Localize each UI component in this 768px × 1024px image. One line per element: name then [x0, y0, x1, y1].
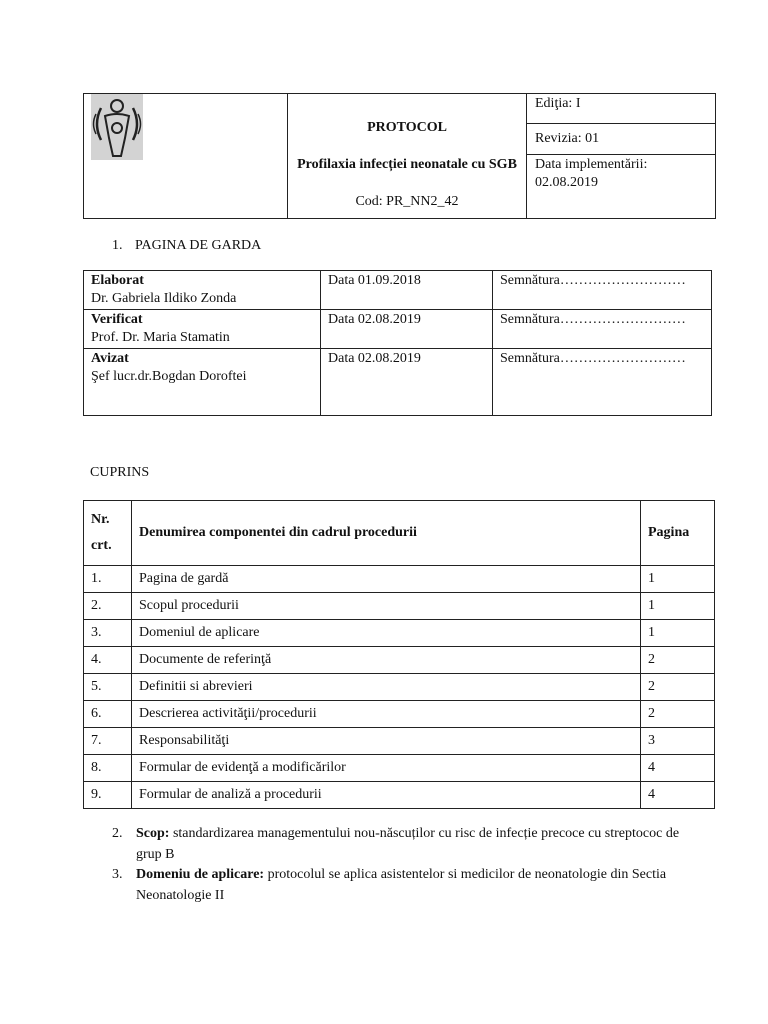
table-row	[84, 755, 715, 782]
section-label: Scop:	[136, 826, 170, 841]
protocol-title: PROTOCOL	[367, 119, 447, 135]
table-row	[84, 271, 712, 310]
nr-crt-header	[84, 501, 132, 566]
section-title: PAGINA DE GARDA	[135, 238, 262, 253]
row-number: 1.	[84, 566, 132, 593]
role-cell	[84, 349, 321, 416]
row-name: Pagina de gardă	[132, 566, 641, 593]
row-page: 2	[641, 647, 715, 674]
section-label: Domeniu de aplicare:	[136, 867, 265, 882]
row-name: Formular de analiză a procedurii	[132, 782, 641, 809]
row-name: Scopul procedurii	[132, 593, 641, 620]
table-row	[84, 701, 715, 728]
row-name: Formular de evidenţă a modificărilor	[132, 755, 641, 782]
nr-header-line1: Nr.	[91, 512, 110, 527]
section-pagina-de-garda	[112, 238, 261, 254]
implementation-date: 02.08.2019	[535, 175, 598, 190]
section-body	[136, 823, 692, 865]
hospital-logo-icon	[91, 94, 143, 160]
signature-cell: Semnătura………………………	[493, 271, 712, 310]
row-page: 4	[641, 755, 715, 782]
section-number: 2.	[112, 826, 123, 841]
signature-cell: Semnătura………………………	[493, 349, 712, 416]
row-number: 5.	[84, 674, 132, 701]
role: Verificat	[91, 312, 143, 327]
table-row	[84, 310, 712, 349]
section-scop	[112, 823, 692, 865]
role-cell	[84, 271, 321, 310]
section-text: protocolul se aplica asistentelor si medicilor de neonatologie din Sectia Neonatologie II	[136, 867, 667, 903]
cuprins-table	[83, 500, 715, 809]
table-row	[84, 782, 715, 809]
table-row	[84, 620, 715, 647]
table-row	[84, 349, 712, 416]
table-row	[84, 593, 715, 620]
date-cell: Data 02.08.2019	[321, 310, 493, 349]
revision-cell	[527, 124, 716, 155]
row-page: 3	[641, 728, 715, 755]
row-page: 2	[641, 674, 715, 701]
row-number: 4.	[84, 647, 132, 674]
row-number: 6.	[84, 701, 132, 728]
nr-header-line2: crt.	[91, 538, 112, 553]
implementation-cell	[527, 155, 716, 219]
section-number: 3.	[112, 867, 123, 882]
person-name: Şef lucr.dr.Bogdan Doroftei	[91, 369, 247, 384]
row-name: Descrierea activităţii/procedurii	[132, 701, 641, 728]
person-name: Dr. Gabriela Ildiko Zonda	[91, 291, 237, 306]
protocol-code: Cod: PR_NN2_42	[355, 193, 459, 209]
signature-cell: Semnătura………………………	[493, 310, 712, 349]
logo-cell	[84, 94, 288, 219]
implementation-label: Data implementării:	[535, 157, 648, 172]
row-number: 9.	[84, 782, 132, 809]
cuprins-heading: CUPRINS	[90, 465, 150, 480]
row-page: 4	[641, 782, 715, 809]
row-page: 2	[641, 701, 715, 728]
row-name: Domeniul de aplicare	[132, 620, 641, 647]
table-row	[84, 647, 715, 674]
section-number: 1.	[112, 238, 123, 253]
row-name: Documente de referinţă	[132, 647, 641, 674]
row-number: 3.	[84, 620, 132, 647]
page-header: Pagina	[641, 501, 715, 566]
document-header	[83, 93, 716, 219]
row-number: 2.	[84, 593, 132, 620]
row-page: 1	[641, 593, 715, 620]
role-cell	[84, 310, 321, 349]
protocol-subtitle: Profilaxia infecției neonatale cu SGB	[297, 156, 517, 172]
edition-cell	[527, 94, 716, 124]
revision: Revizia: 01	[535, 131, 600, 146]
role: Elaborat	[91, 273, 144, 288]
approval-table	[83, 270, 712, 416]
row-page: 1	[641, 620, 715, 647]
table-row	[84, 728, 715, 755]
date-cell: Data 01.09.2018	[321, 271, 493, 310]
protocol-title-cell	[288, 94, 527, 219]
date-cell: Data 02.08.2019	[321, 349, 493, 416]
row-name: Definitii si abrevieri	[132, 674, 641, 701]
person-name: Prof. Dr. Maria Stamatin	[91, 330, 230, 345]
section-text: standardizarea managementului nou-născuților cu risc de infecție precoce cu streptococ de grup B	[136, 826, 680, 862]
edition: Ediţia: I	[535, 96, 581, 111]
section-body	[136, 864, 692, 906]
name-header: Denumirea componentei din cadrul procedurii	[132, 501, 641, 566]
row-name: Responsabilităţi	[132, 728, 641, 755]
row-number: 7.	[84, 728, 132, 755]
table-row	[84, 566, 715, 593]
row-number: 8.	[84, 755, 132, 782]
table-header-row	[84, 501, 715, 566]
role: Avizat	[91, 351, 129, 366]
table-row	[84, 674, 715, 701]
row-page: 1	[641, 566, 715, 593]
section-domeniu	[112, 864, 692, 906]
